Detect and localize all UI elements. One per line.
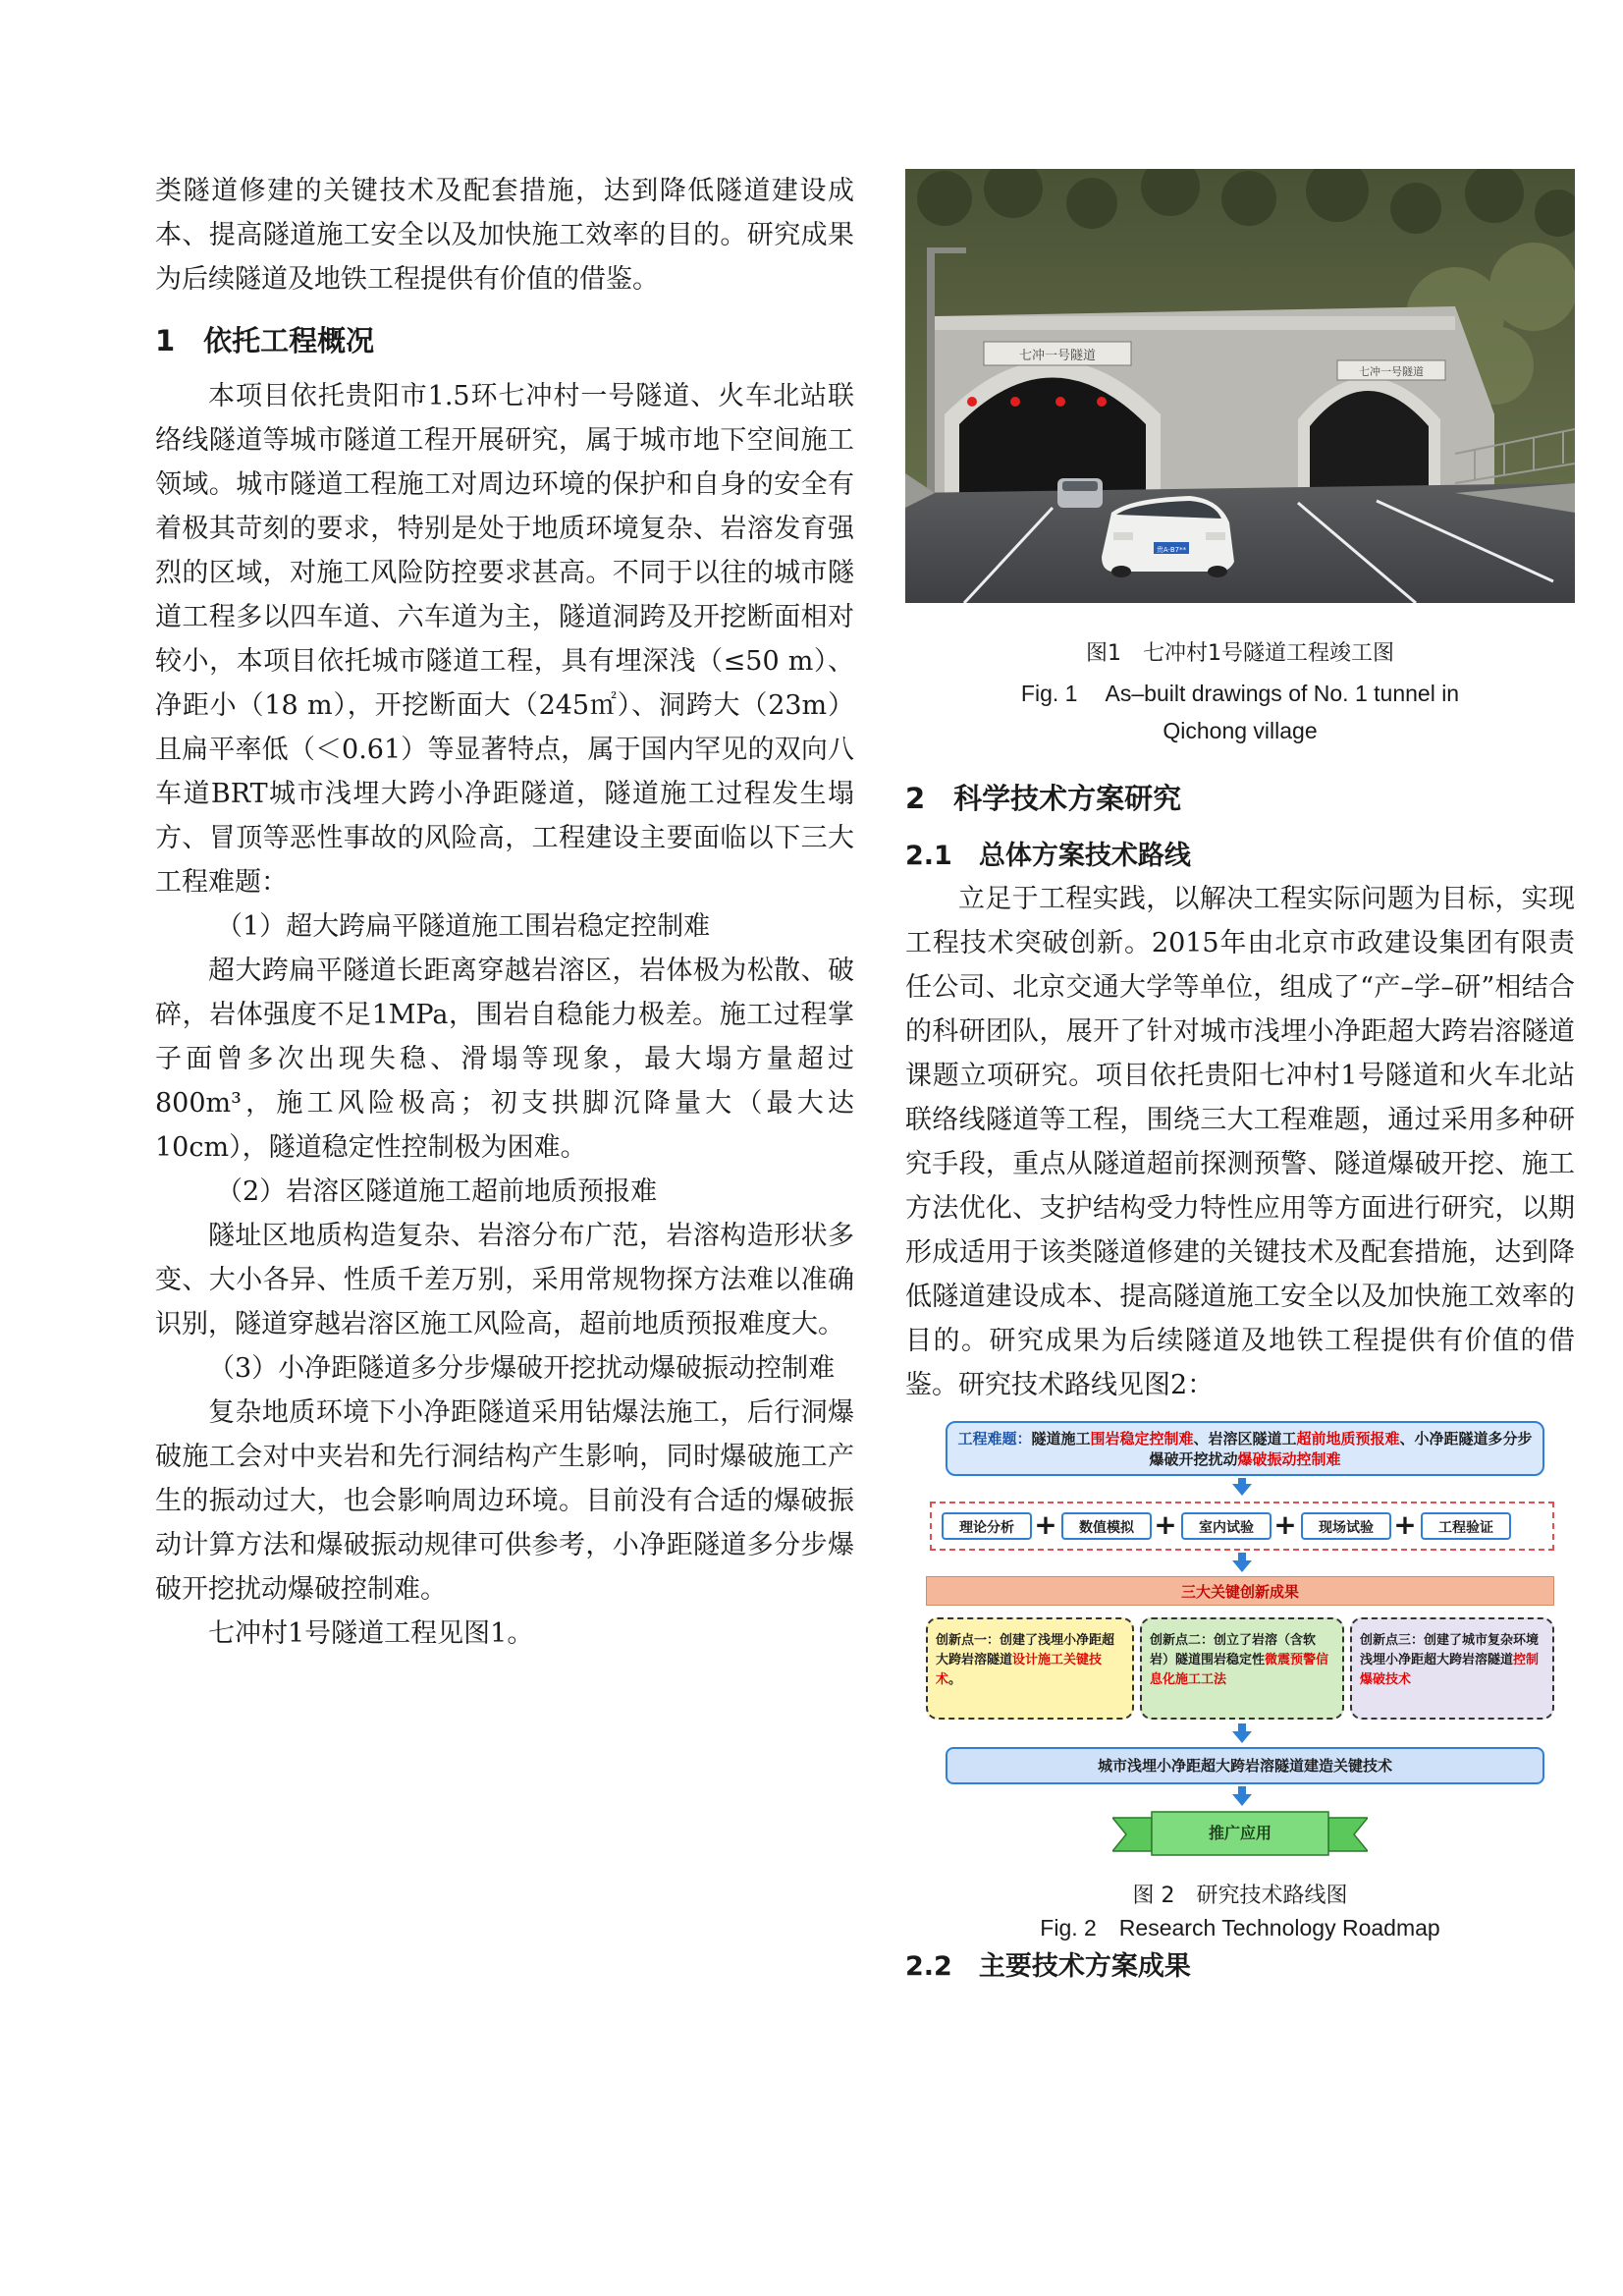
problem-label: 工程难题： xyxy=(957,1430,1032,1448)
innovation-box-1 xyxy=(926,1617,1134,1720)
figure-2-caption-en: Fig. 2 Research Technology Roadmap xyxy=(1040,1915,1440,1941)
arrow-head xyxy=(1232,1794,1252,1806)
arrow xyxy=(1238,1723,1246,1731)
paragraph: 立足于工程实践，以解决工程实际问题为目标，实现工程技术突破创新。2015年由北京市政建设集团有限责任公司、北京交通大学等单位，组成了“产–学–研”相结合的科研团队，展开了针对城市浅埋小净距超大跨岩溶隧道课题立项研究。项目依托贵阳七冲村1号隧道和火车北站联络线隧道等工程，围绕三大工程难题，通过采用多种研究手段，重点从隧道超前探测预警、隧道爆破开挖、施工方法优化、支护结构受力特性应用等方面进行研究，以期形成适用于该类隧道修建的关键技术及配套措施，达到降低隧道建设成本、提高隧道施工安全以及加快施工效率的目的。研究成果为后续隧道及地铁工程提供有价值的借鉴。研究技术路线见图2： xyxy=(905,884,1575,1400)
paragraph: 七冲村1号隧道工程见图1。 xyxy=(208,1618,534,1649)
section-2-1-heading: 2.1 总体方案技术路线 xyxy=(905,841,1191,871)
difficulty-3-heading: （3）小净距隧道多分步爆破开挖扰动爆破振动控制难 xyxy=(208,1353,836,1384)
figure-2-caption-zh: 图 2 研究技术路线图 xyxy=(1132,1884,1348,1908)
paragraph: 复杂地质环境下小净距隧道采用钻爆法施工，后行洞爆破施工会对中夹岩和先行洞结构产生影响，同时爆破施工产生的振动过大，也会影响周边环境。目前没有合适的爆破振动计算方法和爆破振动规律可供参考，小净距隧道多分步爆破开挖扰动爆破控制难。 xyxy=(155,1397,854,1605)
arrow xyxy=(1238,1786,1246,1794)
section-2-2-heading: 2.2 主要技术方案成果 xyxy=(905,1951,1191,1982)
innovation-text: 创新点一：创建了浅埋小净距超大跨岩溶隧道 xyxy=(936,1633,1115,1667)
figure-1-caption-zh: 图1 七冲村1号隧道工程竣工图 xyxy=(1086,641,1394,666)
portal-sign-left: 七冲一号隧道 xyxy=(1018,349,1097,363)
paragraph: 超大跨扁平隧道长距离穿越岩溶区，岩体极为松散、破碎，岩体强度不足1MPa，围岩自稳能力极差。施工过程掌子面曾多次出现失稳、滑塌等现象，最大塌方量超过800m³，施工风险极高；初支拱脚沉降量大（最大达10cm），隧道稳定性控制极为困难。 xyxy=(155,956,854,1163)
method-box: 理论分析 xyxy=(942,1512,1032,1540)
innovation-highlight: 设计施工关键技术 xyxy=(936,1653,1103,1687)
plus-icon: + xyxy=(1393,1508,1417,1541)
portal-sign-right: 七冲一号隧道 xyxy=(1359,365,1424,378)
paragraph: 本项目依托贵阳市1.5环七冲村一号隧道、火车北站联络线隧道等城市隧道工程开展研究，属于城市地下空间施工领域。城市隧道工程施工对周边环境的保护和自身的安全有着极其苛刻的要求，特别是处于地质环境复杂、岩溶发育强烈的区域，对施工风险防控要求甚高。不同于以往的城市隧道工程多以四车道、六车道为主，隧道洞跨及开挖断面相对较小，本项目依托城市隧道工程，具有埋深浅（≤50 m）、净距小（18 m），开挖断面大（245㎡）、洞跨大（23m）且扁平率低（＜0.61）等显著特点，属于国内罕见的双向八车道BRT城市浅埋大跨小净距隧道，隧道施工过程发生塌方、冒顶等恶性事故的风险高，工程建设主要面临以下三大工程难题： xyxy=(155,381,854,898)
key-technology-box: 城市浅埋小净距超大跨岩溶隧道建造关键技术 xyxy=(946,1747,1544,1784)
method-box: 室内试验 xyxy=(1181,1512,1271,1540)
license-plate: 贵A·B7** xyxy=(1156,546,1187,554)
figure-1-caption-en-line2: Qichong village xyxy=(1163,718,1318,743)
plus-icon: + xyxy=(1154,1508,1177,1541)
innovation-box-2 xyxy=(1140,1617,1344,1720)
plus-icon: + xyxy=(1273,1508,1297,1541)
methods-row xyxy=(930,1502,1554,1551)
method-box: 数值模拟 xyxy=(1061,1512,1152,1540)
problem-highlight: 围岩稳定控制难 xyxy=(1090,1430,1194,1448)
problem-text: 、小净距 xyxy=(1399,1430,1459,1448)
problem-text: 隧道多分步爆破开挖扰动 xyxy=(1149,1430,1533,1468)
difficulty-2-heading: （2）岩溶区隧道施工超前地质预报难 xyxy=(216,1176,658,1207)
problem-text: 隧道施工 xyxy=(1031,1430,1091,1448)
problem-highlight: 爆破振动控制难 xyxy=(1237,1450,1341,1468)
arrow xyxy=(1238,1553,1246,1560)
arrow-head xyxy=(1232,1731,1252,1743)
method-box: 工程验证 xyxy=(1421,1512,1511,1540)
innovation-text: 。 xyxy=(948,1672,962,1687)
paragraph: 类隧道修建的关键技术及配套措施，达到降低隧道建设成本、提高隧道施工安全以及加快施工效率的目的。研究成果为后续隧道及地铁工程提供有价值的借鉴。 xyxy=(155,176,854,295)
difficulty-1-heading: （1）超大跨扁平隧道施工围岩稳定控制难 xyxy=(216,911,711,942)
problem-text: 、岩溶区隧道工 xyxy=(1193,1430,1297,1448)
problem-box xyxy=(946,1421,1544,1476)
right-column xyxy=(905,169,1575,1986)
section-2-heading: 2 科学技术方案研究 xyxy=(905,782,1182,815)
method-box: 现场试验 xyxy=(1301,1512,1391,1540)
tunnel-photo xyxy=(905,169,1575,603)
plus-icon: + xyxy=(1034,1508,1057,1541)
arrow-head xyxy=(1232,1484,1252,1496)
innovation-highlight: 控制爆破技术 xyxy=(1360,1653,1540,1687)
results-bar: 三大关键创新成果 xyxy=(926,1576,1554,1606)
promotion-label: 推广应用 xyxy=(1208,1824,1271,1842)
figure-1-caption-en-line1: Fig. 1 As–built drawings of No. 1 tunnel in xyxy=(1020,681,1460,706)
paragraph: 隧址区地质构造复杂、岩溶分布广范，岩溶构造形状多变、大小各异、性质千差万别，采用常规物探方法难以准确识别，隧道穿越岩溶区施工风险高，超前地质预报难度大。 xyxy=(155,1221,854,1339)
innovation-text: 创新点二：创立了岩溶（含软岩）隧道围岩稳定性 xyxy=(1150,1633,1317,1667)
problem-highlight: 超前地质预报难 xyxy=(1296,1430,1400,1448)
arrow-head xyxy=(1232,1560,1252,1572)
section-1-heading: 1 依托工程概况 xyxy=(155,324,375,357)
research-roadmap-diagram xyxy=(926,1421,1554,1861)
innovation-box-3 xyxy=(1350,1617,1554,1720)
innovation-highlight: 微震预警信息化施工工法 xyxy=(1150,1653,1329,1687)
innovation-text: 创新点三：创建了城市复杂环境浅埋小净距超大跨岩溶隧道 xyxy=(1360,1633,1540,1667)
left-column xyxy=(155,169,854,1656)
